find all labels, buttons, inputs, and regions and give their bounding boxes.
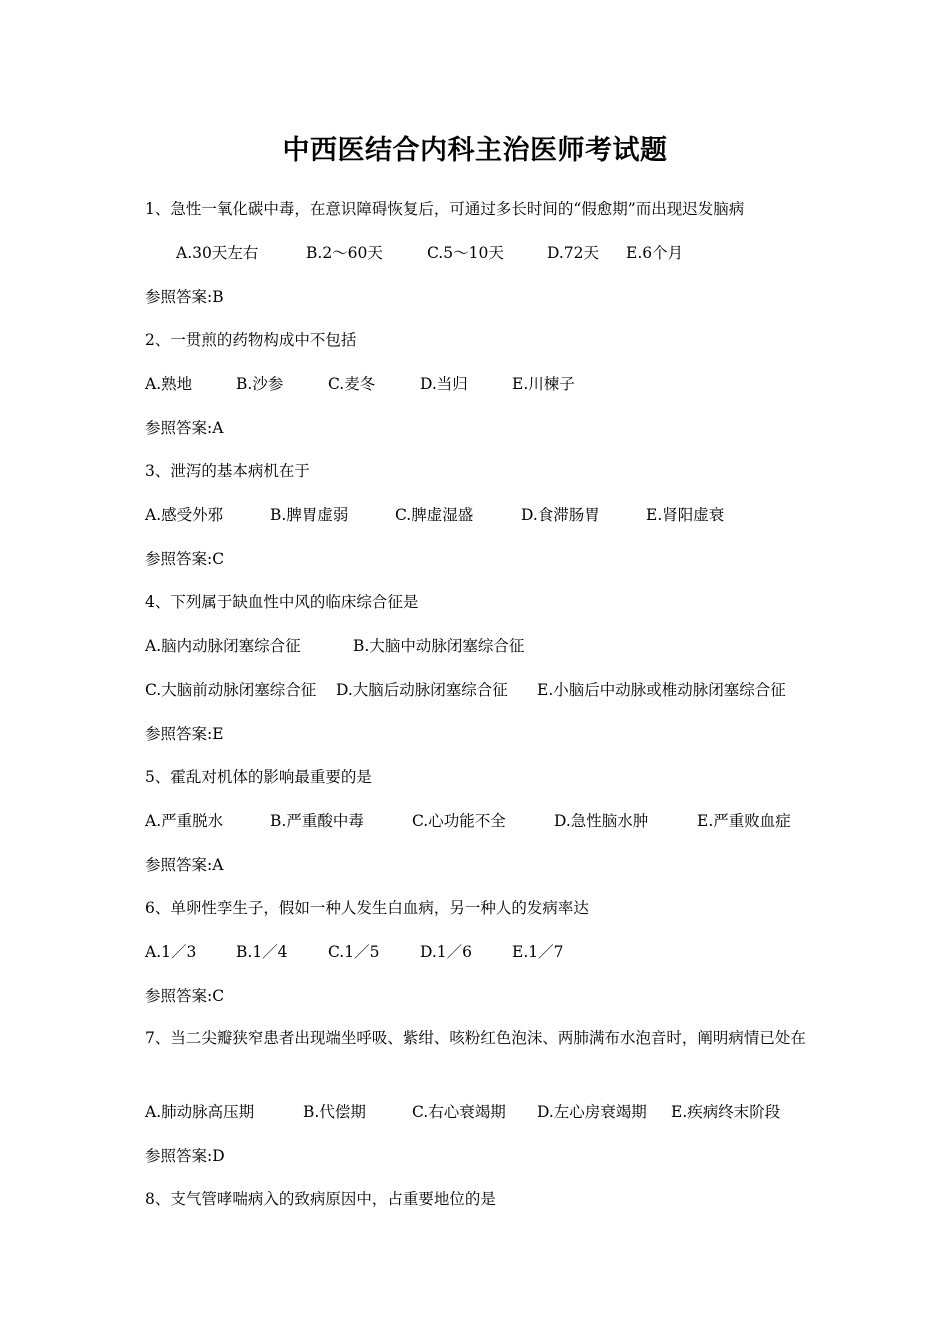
option-1d: D.72天 [547,244,600,262]
option-1b: B.2～60天 [306,244,383,262]
option-2e: E.川楝子 [512,375,575,393]
option-1a: A.30天左右 [176,244,259,262]
option-4e: E.小脑后中动脉或椎动脉闭塞综合征 [537,681,786,699]
question-stem-3: 3、泄泻的基本病机在于 [145,462,310,480]
option-6b: B.1／4 [236,943,288,961]
option-6d: D.1／6 [420,943,473,961]
option-1c: C.5～10天 [427,244,504,262]
question-stem-5: 5、霍乱对机体的影响最重要的是 [145,768,372,786]
option-6a: A.1／3 [145,943,197,961]
option-2b: B.沙参 [236,375,284,393]
option-7b: B.代偿期 [303,1103,366,1121]
question-stem-6: 6、单卵性孪生子，假如一种人发生白血病，另一种人的发病率达 [145,899,589,917]
answer-5: 参照答案:A [145,856,224,874]
option-4d: D.大脑后动脉闭塞综合征 [336,681,508,699]
answer-3: 参照答案:C [145,550,225,568]
option-3a: A.感受外邪 [145,506,224,524]
option-2a: A.熟地 [145,375,193,393]
option-2d: D.当归 [420,375,468,393]
question-stem-2: 2、一贯煎的药物构成中不包括 [145,331,357,349]
option-6c: C.1／5 [328,943,380,961]
option-1e: E.6个月 [626,244,684,262]
option-5d: D.急性脑水肿 [554,812,649,830]
option-3d: D.食滞肠胃 [521,506,600,524]
option-6e: E.1／7 [512,943,564,961]
option-5e: E.严重败血症 [697,812,791,830]
option-7a: A.肺动脉高压期 [145,1103,255,1121]
question-stem-8: 8、支气管哮喘病入的致病原因中，占重要地位的是 [145,1190,496,1208]
option-7e: E.疾病终末阶段 [671,1103,781,1121]
option-5b: B.严重酸中毒 [270,812,364,830]
option-4c: C.大脑前动脉闭塞综合征 [145,681,317,699]
answer-7: 参照答案:D [145,1147,225,1165]
question-stem-7: 7、当二尖瓣狭窄患者出现端坐呼吸、紫绀、咳粉红色泡沫、两肺满布水泡音时，阐明病情已处在 [145,1029,806,1047]
option-7c: C.右心衰竭期 [412,1103,506,1121]
answer-6: 参照答案:C [145,987,225,1005]
question-stem-4: 4、下列属于缺血性中风的临床综合征是 [145,593,419,611]
answer-4: 参照答案:E [145,725,224,743]
option-2c: C.麦冬 [328,375,376,393]
answer-1: 参照答案:B [145,288,224,306]
answer-2: 参照答案:A [145,419,224,437]
option-4b: B.大脑中动脉闭塞综合征 [353,637,525,655]
page-title: 中西医结合内科主治医师考试题 [282,135,668,166]
option-3b: B.脾胃虚弱 [270,506,349,524]
question-stem-1: 1、急性一氧化碳中毒，在意识障碍恢复后，可通过多长时间的“假愈期”而出现迟发脑病 [145,200,745,218]
option-4a: A.脑内动脉闭塞综合征 [145,637,301,655]
option-5c: C.心功能不全 [412,812,506,830]
option-5a: A.严重脱水 [145,812,224,830]
option-3e: E.肾阳虚衰 [646,506,725,524]
option-7d: D.左心房衰竭期 [537,1103,647,1121]
option-3c: C.脾虚湿盛 [395,506,474,524]
